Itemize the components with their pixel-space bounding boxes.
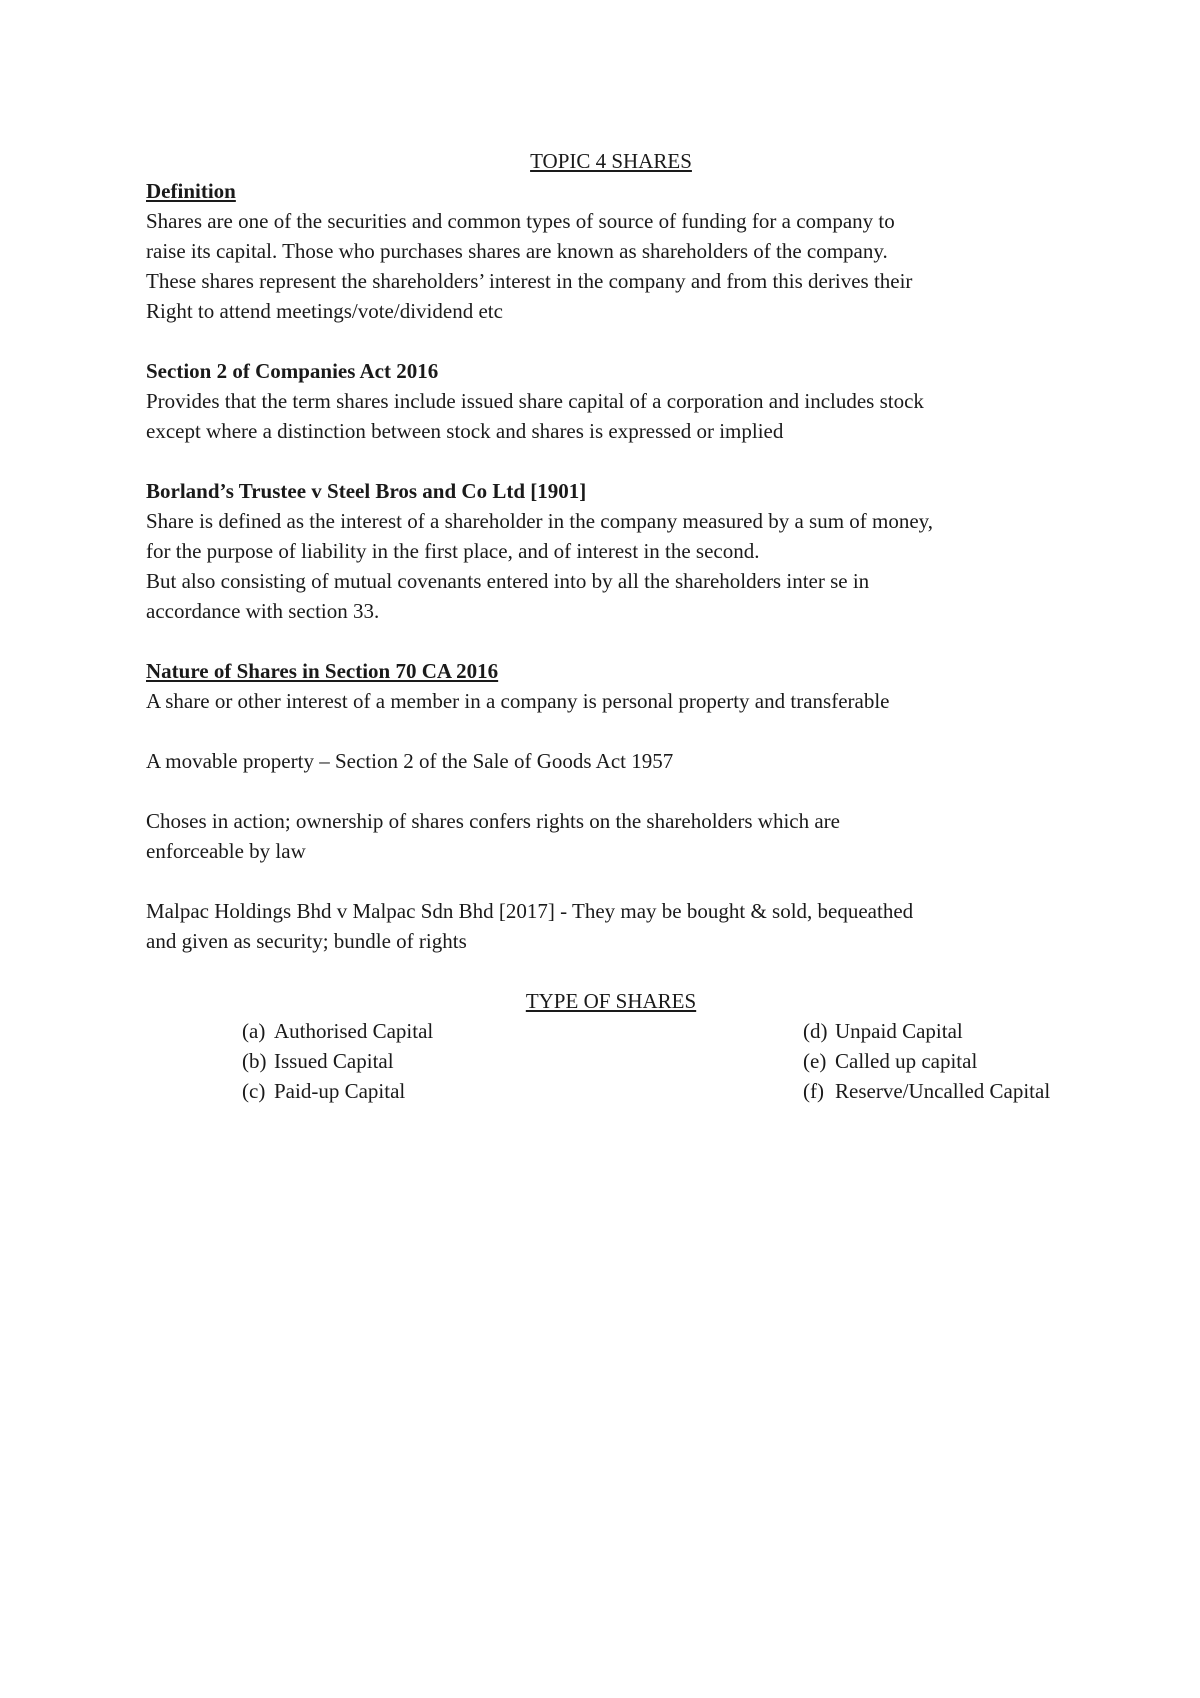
list-text: Authorised Capital: [274, 1019, 434, 1043]
nature-heading: Nature of Shares in Section 70 CA 2016: [146, 659, 499, 683]
list-item: [803, 1046, 1076, 1076]
list-label: (b): [242, 1049, 267, 1073]
types-left-column: [242, 1016, 659, 1106]
list-text: Called up capital: [835, 1049, 978, 1073]
list-label: (d): [803, 1019, 828, 1043]
list-item: [242, 1046, 659, 1076]
borland-line: for the purpose of liability in the first place, and of interest in the second.: [146, 539, 760, 563]
list-label: (c): [242, 1079, 266, 1103]
page-title: TOPIC 4 SHARES: [530, 149, 692, 173]
list-label: (f): [803, 1079, 824, 1103]
movable-property-line: A movable property – Section 2 of the Sale of Goods Act 1957: [146, 749, 674, 773]
types-heading: TYPE OF SHARES: [525, 989, 697, 1013]
types-list: [242, 1016, 1076, 1106]
section2-line: Provides that the term shares include issued share capital of a corporation and includes stock: [146, 389, 924, 413]
document-page: [146, 146, 1076, 1106]
spacer: [146, 626, 1076, 656]
malpac-line: and given as security; bundle of rights: [146, 929, 467, 953]
borland-heading: Borland’s Trustee v Steel Bros and Co Ltd [1901]: [146, 479, 587, 503]
spacer: [146, 776, 1076, 806]
list-text: Issued Capital: [274, 1049, 394, 1073]
list-text: Unpaid Capital: [835, 1019, 963, 1043]
spacer: [146, 446, 1076, 476]
borland-line: Share is defined as the interest of a shareholder in the company measured by a sum of money,: [146, 509, 934, 533]
malpac-line: Malpac Holdings Bhd v Malpac Sdn Bhd [2017] - They may be bought & sold, bequeathed: [146, 899, 914, 923]
definition-line: raise its capital. Those who purchases shares are known as shareholders of the company.: [146, 239, 888, 263]
definition-line: These shares represent the shareholders’ interest in the company and from this derives their: [146, 269, 913, 293]
borland-line: But also consisting of mutual covenants entered into by all the shareholders inter se in: [146, 569, 870, 593]
list-text: Paid-up Capital: [274, 1079, 406, 1103]
types-right-column: [659, 1016, 1076, 1106]
definition-heading: Definition: [146, 179, 236, 203]
list-item: [803, 1016, 1076, 1046]
nature-line: A share or other interest of a member in a company is personal property and transferable: [146, 689, 890, 713]
spacer: [146, 956, 1076, 986]
choses-line: enforceable by law: [146, 839, 306, 863]
list-item: [242, 1076, 659, 1106]
spacer: [146, 866, 1076, 896]
section2-line: except where a distinction between stock and shares is expressed or implied: [146, 419, 784, 443]
list-item: [803, 1076, 1076, 1106]
borland-line: accordance with section 33.: [146, 599, 380, 623]
spacer: [146, 716, 1076, 746]
definition-line: Shares are one of the securities and common types of source of funding for a company to: [146, 209, 895, 233]
spacer: [146, 326, 1076, 356]
list-label: (e): [803, 1049, 827, 1073]
section2-heading: Section 2 of Companies Act 2016: [146, 359, 439, 383]
definition-line: Right to attend meetings/vote/dividend etc: [146, 299, 503, 323]
list-label: (a): [242, 1019, 266, 1043]
list-item: [242, 1016, 659, 1046]
choses-line: Choses in action; ownership of shares confers rights on the shareholders which are: [146, 809, 840, 833]
list-text: Reserve/Uncalled Capital: [835, 1079, 1051, 1103]
